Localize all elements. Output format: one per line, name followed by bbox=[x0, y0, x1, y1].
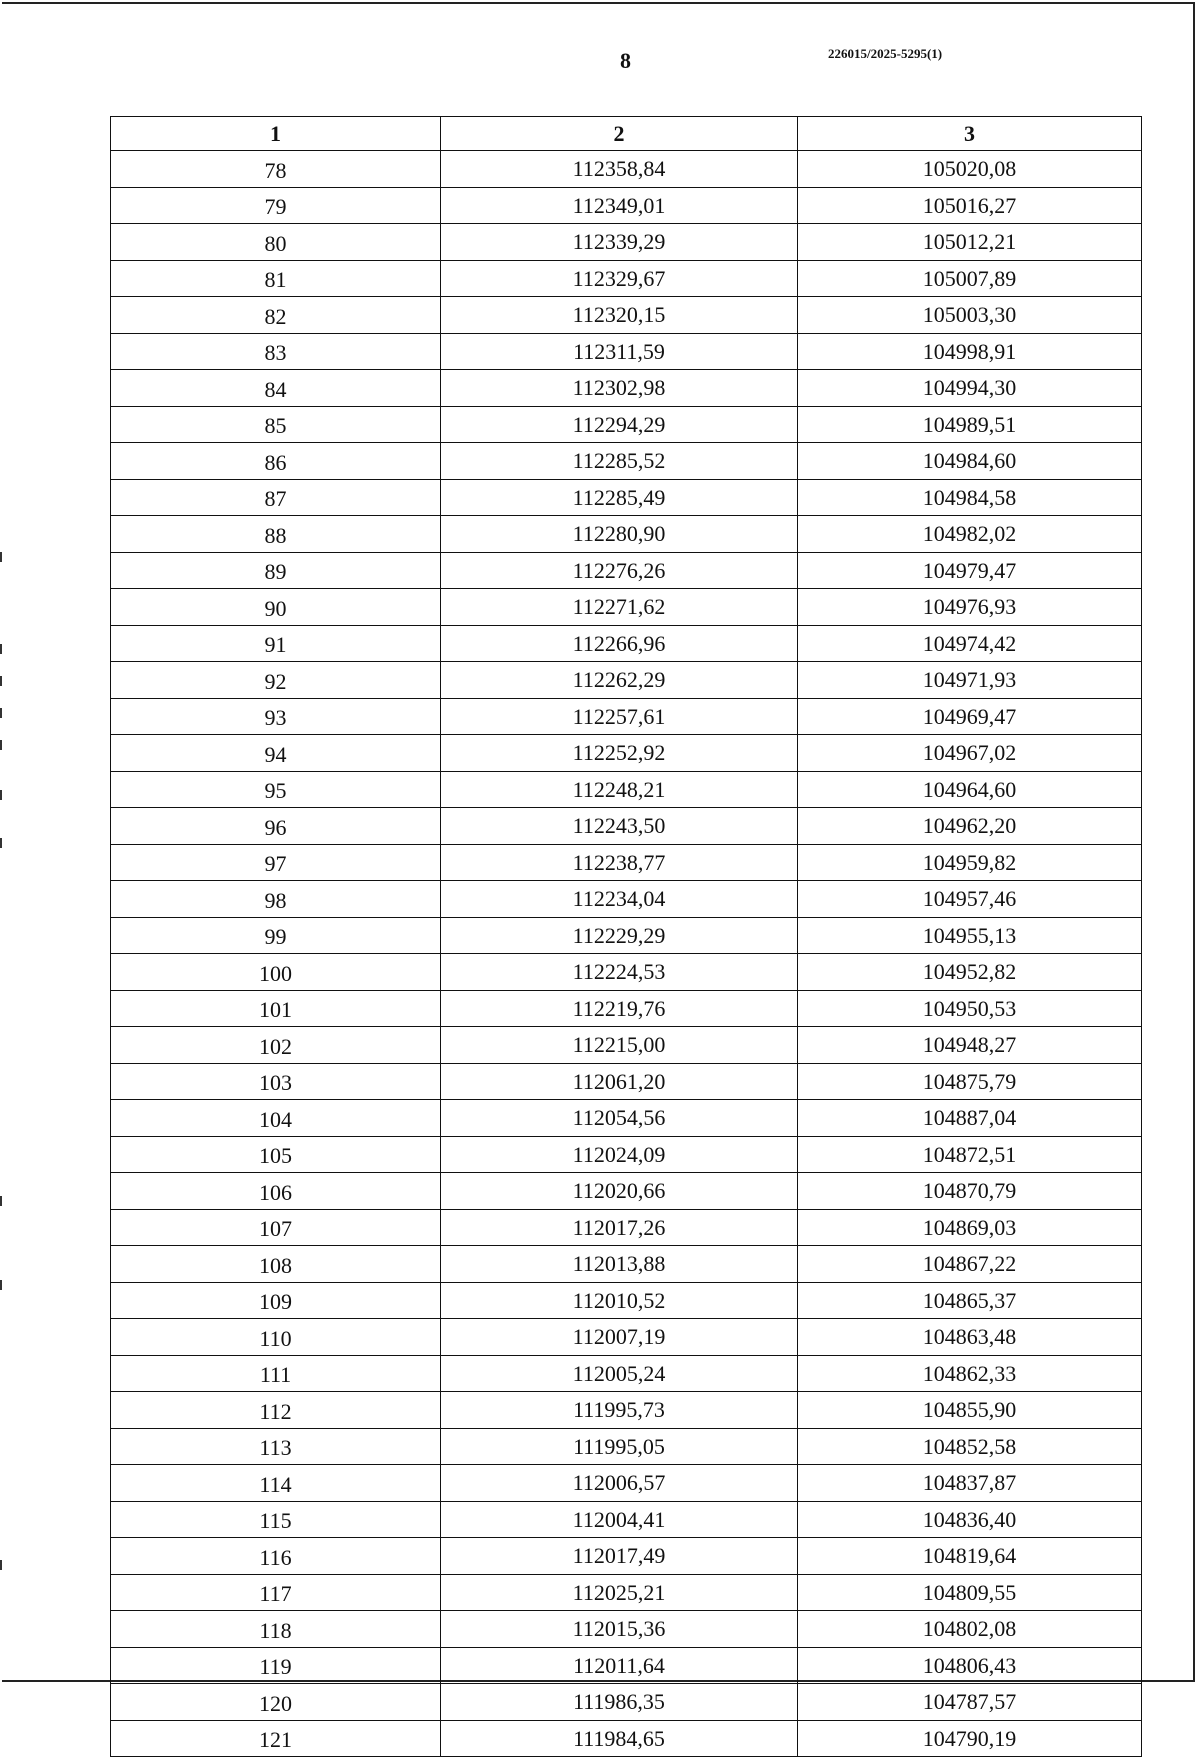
coordinate-y-cell: 104998,91 bbox=[798, 333, 1142, 370]
point-number-cell: 113 bbox=[111, 1428, 441, 1465]
point-number-cell: 91 bbox=[111, 625, 441, 662]
table-row bbox=[111, 370, 1142, 407]
coordinate-x-cell: 112061,20 bbox=[441, 1063, 798, 1100]
table-row bbox=[111, 1319, 1142, 1356]
coordinate-x-cell: 112229,29 bbox=[441, 917, 798, 954]
coordinate-x-cell: 112285,52 bbox=[441, 443, 798, 480]
coordinate-y-cell: 104984,60 bbox=[798, 443, 1142, 480]
coordinate-y-cell: 104967,02 bbox=[798, 735, 1142, 772]
table-row bbox=[111, 333, 1142, 370]
coordinate-y-cell: 104790,19 bbox=[798, 1720, 1142, 1757]
coordinate-y-cell: 104862,33 bbox=[798, 1355, 1142, 1392]
point-number-cell: 99 bbox=[111, 917, 441, 954]
table-row bbox=[111, 406, 1142, 443]
table-row bbox=[111, 260, 1142, 297]
table-row bbox=[111, 1501, 1142, 1538]
table-row bbox=[111, 808, 1142, 845]
coordinate-x-cell: 112024,09 bbox=[441, 1136, 798, 1173]
table-row bbox=[111, 1100, 1142, 1137]
coordinate-y-cell: 104962,20 bbox=[798, 808, 1142, 845]
coordinate-y-cell: 104989,51 bbox=[798, 406, 1142, 443]
table-row bbox=[111, 479, 1142, 516]
coordinate-x-cell: 112266,96 bbox=[441, 625, 798, 662]
coordinate-y-cell: 104865,37 bbox=[798, 1282, 1142, 1319]
table-row bbox=[111, 844, 1142, 881]
table-row bbox=[111, 1684, 1142, 1721]
coordinate-y-cell: 104837,87 bbox=[798, 1465, 1142, 1502]
table-row bbox=[111, 1355, 1142, 1392]
table-row bbox=[111, 1428, 1142, 1465]
point-number-cell: 92 bbox=[111, 662, 441, 699]
point-number-cell: 97 bbox=[111, 844, 441, 881]
table-row bbox=[111, 1209, 1142, 1246]
point-number-cell: 105 bbox=[111, 1136, 441, 1173]
coordinate-x-cell: 111995,05 bbox=[441, 1428, 798, 1465]
point-number-cell: 111 bbox=[111, 1355, 441, 1392]
point-number-cell: 94 bbox=[111, 735, 441, 772]
table-row bbox=[111, 917, 1142, 954]
point-number-cell: 120 bbox=[111, 1684, 441, 1721]
point-number-cell: 104 bbox=[111, 1100, 441, 1137]
coordinate-x-cell: 112271,62 bbox=[441, 589, 798, 626]
coordinate-y-cell: 105012,21 bbox=[798, 224, 1142, 261]
coordinate-x-cell: 112013,88 bbox=[441, 1246, 798, 1283]
coordinate-x-cell: 112339,29 bbox=[441, 224, 798, 261]
point-number-cell: 121 bbox=[111, 1720, 441, 1757]
coordinate-y-cell: 104994,30 bbox=[798, 370, 1142, 407]
table-row bbox=[111, 662, 1142, 699]
point-number-cell: 79 bbox=[111, 187, 441, 224]
point-number-cell: 82 bbox=[111, 297, 441, 334]
coordinate-x-cell: 112243,50 bbox=[441, 808, 798, 845]
table-row bbox=[111, 297, 1142, 334]
coordinate-y-cell: 104959,82 bbox=[798, 844, 1142, 881]
table-row bbox=[111, 1647, 1142, 1684]
point-number-cell: 88 bbox=[111, 516, 441, 553]
coordinate-x-cell: 112349,01 bbox=[441, 187, 798, 224]
point-number-cell: 117 bbox=[111, 1574, 441, 1611]
point-number-cell: 116 bbox=[111, 1538, 441, 1575]
coordinate-y-cell: 104974,42 bbox=[798, 625, 1142, 662]
point-number-cell: 81 bbox=[111, 260, 441, 297]
point-number-cell: 84 bbox=[111, 370, 441, 407]
scan-edge-marks bbox=[0, 0, 3, 1687]
coordinate-x-cell: 112010,52 bbox=[441, 1282, 798, 1319]
coordinate-x-cell: 112017,49 bbox=[441, 1538, 798, 1575]
coordinate-y-cell: 104867,22 bbox=[798, 1246, 1142, 1283]
table-row bbox=[111, 771, 1142, 808]
table-row bbox=[111, 1173, 1142, 1210]
point-number-cell: 98 bbox=[111, 881, 441, 918]
coordinate-x-cell: 111995,73 bbox=[441, 1392, 798, 1429]
coordinate-x-cell: 112252,92 bbox=[441, 735, 798, 772]
point-number-cell: 110 bbox=[111, 1319, 441, 1356]
table-row bbox=[111, 1282, 1142, 1319]
coordinate-x-cell: 112358,84 bbox=[441, 151, 798, 188]
table-row bbox=[111, 224, 1142, 261]
coordinate-y-cell: 104869,03 bbox=[798, 1209, 1142, 1246]
coordinate-x-cell: 112015,36 bbox=[441, 1611, 798, 1648]
table-row bbox=[111, 443, 1142, 480]
coordinate-x-cell: 112025,21 bbox=[441, 1574, 798, 1611]
table-row bbox=[111, 552, 1142, 589]
point-number-cell: 100 bbox=[111, 954, 441, 991]
coordinate-x-cell: 112017,26 bbox=[441, 1209, 798, 1246]
document-code: 226015/2025-5295(1) bbox=[828, 46, 943, 61]
table-row bbox=[111, 1465, 1142, 1502]
coordinates-table bbox=[110, 116, 1142, 1757]
coordinate-x-cell: 112234,04 bbox=[441, 881, 798, 918]
point-number-cell: 114 bbox=[111, 1465, 441, 1502]
table-row bbox=[111, 1720, 1142, 1757]
coordinate-y-cell: 104875,79 bbox=[798, 1063, 1142, 1100]
point-number-cell: 83 bbox=[111, 333, 441, 370]
coordinate-y-cell: 104964,60 bbox=[798, 771, 1142, 808]
coordinate-x-cell: 112320,15 bbox=[441, 297, 798, 334]
coordinate-x-cell: 112262,29 bbox=[441, 662, 798, 699]
coordinate-x-cell: 112248,21 bbox=[441, 771, 798, 808]
coordinate-x-cell: 112215,00 bbox=[441, 1027, 798, 1064]
table-row bbox=[111, 589, 1142, 626]
point-number-cell: 85 bbox=[111, 406, 441, 443]
coordinate-y-cell: 104819,64 bbox=[798, 1538, 1142, 1575]
page-number: 8 bbox=[620, 48, 631, 73]
coordinate-y-cell: 104872,51 bbox=[798, 1136, 1142, 1173]
coordinate-x-cell: 112005,24 bbox=[441, 1355, 798, 1392]
point-number-cell: 78 bbox=[111, 151, 441, 188]
point-number-cell: 80 bbox=[111, 224, 441, 261]
point-number-cell: 102 bbox=[111, 1027, 441, 1064]
table-body bbox=[111, 151, 1142, 1757]
table-row bbox=[111, 187, 1142, 224]
coordinate-y-cell: 104952,82 bbox=[798, 954, 1142, 991]
coordinate-y-cell: 104948,27 bbox=[798, 1027, 1142, 1064]
coordinate-x-cell: 112054,56 bbox=[441, 1100, 798, 1137]
table-row bbox=[111, 1392, 1142, 1429]
table-row bbox=[111, 1538, 1142, 1575]
coordinate-y-cell: 104979,47 bbox=[798, 552, 1142, 589]
coordinate-x-cell: 112311,59 bbox=[441, 333, 798, 370]
point-number-cell: 108 bbox=[111, 1246, 441, 1283]
coordinate-y-cell: 104982,02 bbox=[798, 516, 1142, 553]
coordinate-y-cell: 105020,08 bbox=[798, 151, 1142, 188]
point-number-cell: 95 bbox=[111, 771, 441, 808]
coordinate-y-cell: 104887,04 bbox=[798, 1100, 1142, 1137]
table-row bbox=[111, 990, 1142, 1027]
point-number-cell: 101 bbox=[111, 990, 441, 1027]
coordinate-x-cell: 112219,76 bbox=[441, 990, 798, 1027]
table-row bbox=[111, 625, 1142, 662]
coordinate-x-cell: 112007,19 bbox=[441, 1319, 798, 1356]
coordinate-y-cell: 104787,57 bbox=[798, 1684, 1142, 1721]
coordinate-y-cell: 104802,08 bbox=[798, 1611, 1142, 1648]
coordinate-y-cell: 104809,55 bbox=[798, 1574, 1142, 1611]
coordinate-x-cell: 112280,90 bbox=[441, 516, 798, 553]
point-number-cell: 103 bbox=[111, 1063, 441, 1100]
point-number-cell: 118 bbox=[111, 1611, 441, 1648]
point-number-cell: 115 bbox=[111, 1501, 441, 1538]
point-number-cell: 106 bbox=[111, 1173, 441, 1210]
point-number-cell: 89 bbox=[111, 552, 441, 589]
point-number-cell: 112 bbox=[111, 1392, 441, 1429]
coordinate-x-cell: 111986,35 bbox=[441, 1684, 798, 1721]
coordinate-x-cell: 112257,61 bbox=[441, 698, 798, 735]
coordinate-x-cell: 112011,64 bbox=[441, 1647, 798, 1684]
table-row bbox=[111, 1136, 1142, 1173]
point-number-cell: 107 bbox=[111, 1209, 441, 1246]
point-number-cell: 93 bbox=[111, 698, 441, 735]
table-row bbox=[111, 1611, 1142, 1648]
point-number-cell: 96 bbox=[111, 808, 441, 845]
coordinate-x-cell: 112329,67 bbox=[441, 260, 798, 297]
table-row bbox=[111, 1063, 1142, 1100]
coordinate-x-cell: 112020,66 bbox=[441, 1173, 798, 1210]
table-row bbox=[111, 735, 1142, 772]
coordinate-y-cell: 105007,89 bbox=[798, 260, 1142, 297]
coordinate-x-cell: 112294,29 bbox=[441, 406, 798, 443]
table-row bbox=[111, 516, 1142, 553]
coordinate-x-cell: 112285,49 bbox=[441, 479, 798, 516]
column-header-1: 1 bbox=[111, 117, 441, 151]
coordinate-y-cell: 104976,93 bbox=[798, 589, 1142, 626]
table-row bbox=[111, 698, 1142, 735]
coordinate-y-cell: 105016,27 bbox=[798, 187, 1142, 224]
coordinate-y-cell: 104955,13 bbox=[798, 917, 1142, 954]
point-number-cell: 87 bbox=[111, 479, 441, 516]
coordinate-x-cell: 112276,26 bbox=[441, 552, 798, 589]
coordinate-y-cell: 104836,40 bbox=[798, 1501, 1142, 1538]
table-row bbox=[111, 1574, 1142, 1611]
coordinate-y-cell: 104852,58 bbox=[798, 1428, 1142, 1465]
coordinate-y-cell: 104957,46 bbox=[798, 881, 1142, 918]
coordinate-y-cell: 104984,58 bbox=[798, 479, 1142, 516]
column-header-2: 2 bbox=[441, 117, 798, 151]
table-row bbox=[111, 151, 1142, 188]
coordinate-y-cell: 104870,79 bbox=[798, 1173, 1142, 1210]
coordinate-x-cell: 112006,57 bbox=[441, 1465, 798, 1502]
coordinate-y-cell: 105003,30 bbox=[798, 297, 1142, 334]
coordinate-y-cell: 104806,43 bbox=[798, 1647, 1142, 1684]
table-row bbox=[111, 954, 1142, 991]
table-row bbox=[111, 1027, 1142, 1064]
point-number-cell: 90 bbox=[111, 589, 441, 626]
coordinate-x-cell: 112238,77 bbox=[441, 844, 798, 881]
coordinate-x-cell: 112302,98 bbox=[441, 370, 798, 407]
column-header-3: 3 bbox=[798, 117, 1142, 151]
point-number-cell: 86 bbox=[111, 443, 441, 480]
coordinate-y-cell: 104863,48 bbox=[798, 1319, 1142, 1356]
coordinate-x-cell: 112224,53 bbox=[441, 954, 798, 991]
table-row bbox=[111, 1246, 1142, 1283]
coordinate-x-cell: 112004,41 bbox=[441, 1501, 798, 1538]
coordinate-y-cell: 104969,47 bbox=[798, 698, 1142, 735]
coordinate-y-cell: 104950,53 bbox=[798, 990, 1142, 1027]
table-row bbox=[111, 881, 1142, 918]
point-number-cell: 119 bbox=[111, 1647, 441, 1684]
table-header-row bbox=[111, 117, 1142, 151]
coordinate-y-cell: 104971,93 bbox=[798, 662, 1142, 699]
point-number-cell: 109 bbox=[111, 1282, 441, 1319]
coordinate-y-cell: 104855,90 bbox=[798, 1392, 1142, 1429]
coordinate-x-cell: 111984,65 bbox=[441, 1720, 798, 1757]
